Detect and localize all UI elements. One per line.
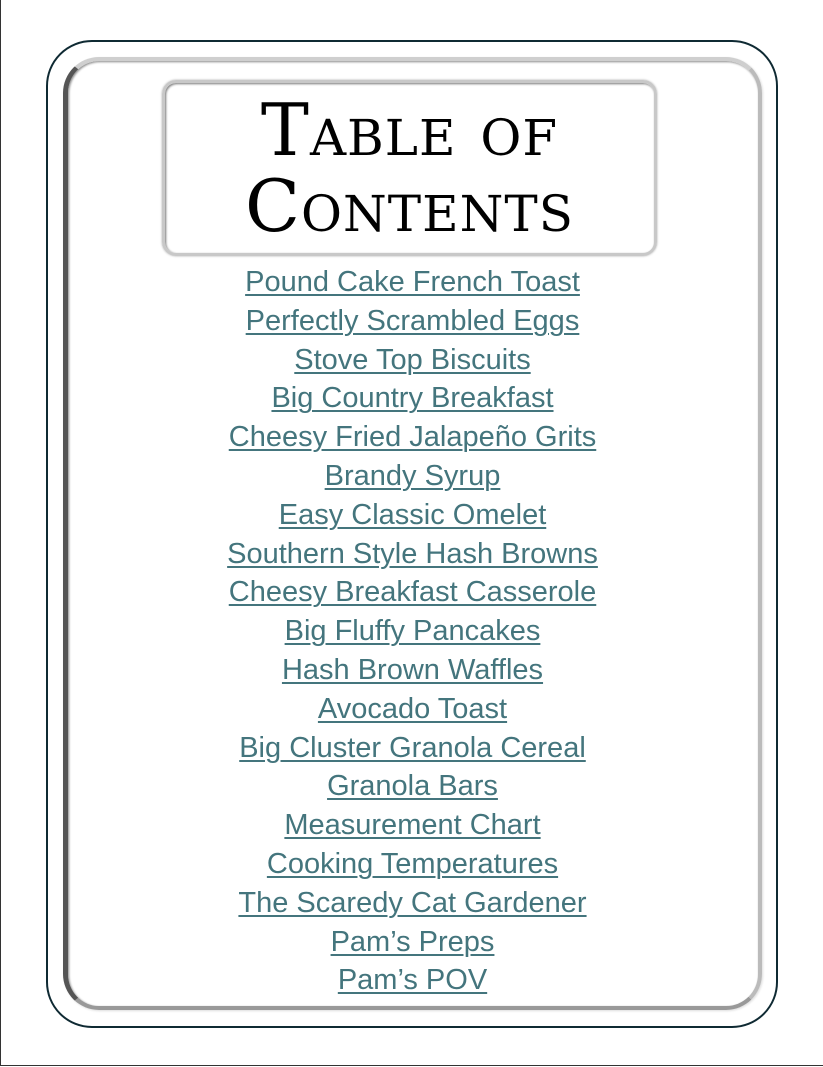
toc-link[interactable]: Cheesy Fried Jalapeño Grits (228, 421, 597, 454)
toc-link[interactable]: Avocado Toast (317, 692, 508, 725)
toc-item (63, 923, 762, 962)
title-line-1: Table of (260, 88, 559, 172)
toc-item (63, 729, 762, 768)
toc-link[interactable]: Big Fluffy Pancakes (284, 615, 541, 648)
toc-link[interactable]: Cooking Temperatures (266, 847, 559, 880)
toc-item (63, 379, 762, 418)
toc-link[interactable]: Southern Style Hash Browns (227, 537, 598, 570)
toc-item (63, 302, 762, 341)
toc-item (63, 535, 762, 574)
toc-list (63, 263, 762, 1000)
toc-item (63, 690, 762, 729)
toc-item (63, 612, 762, 651)
toc-item (63, 573, 762, 612)
title-line-2: Contents (244, 164, 575, 248)
toc-link[interactable]: Pound Cake French Toast (245, 266, 580, 298)
toc-link[interactable]: Measurement Chart (284, 809, 541, 842)
toc-link[interactable]: Big Cluster Granola Cereal (239, 731, 586, 764)
page-title (162, 88, 657, 248)
toc-link[interactable]: Pam’s Preps (330, 925, 495, 958)
toc-link[interactable]: Perfectly Scrambled Eggs (245, 304, 580, 337)
toc-item (63, 651, 762, 690)
toc-item (63, 884, 762, 923)
toc-link[interactable]: The Scaredy Cat Gardener (238, 886, 587, 919)
toc-item (63, 341, 762, 380)
toc-link[interactable]: Hash Brown Waffles (281, 653, 544, 686)
toc-link[interactable]: Pam’s POV (337, 964, 488, 997)
toc-link[interactable]: Easy Classic Omelet (278, 498, 547, 531)
toc-link[interactable]: Cheesy Breakfast Casserole (228, 576, 597, 609)
toc-item (63, 418, 762, 457)
toc-link[interactable]: Big Country Breakfast (271, 382, 554, 415)
toc-link[interactable]: Stove Top Biscuits (294, 343, 531, 376)
toc-item (63, 845, 762, 884)
toc-item (63, 767, 762, 806)
toc-link[interactable]: Brandy Syrup (324, 459, 501, 492)
toc-link[interactable]: Granola Bars (327, 770, 498, 803)
toc-item (63, 457, 762, 496)
toc-item (63, 496, 762, 535)
toc-item (63, 263, 762, 302)
toc-item (63, 961, 762, 1000)
toc-item (63, 806, 762, 845)
